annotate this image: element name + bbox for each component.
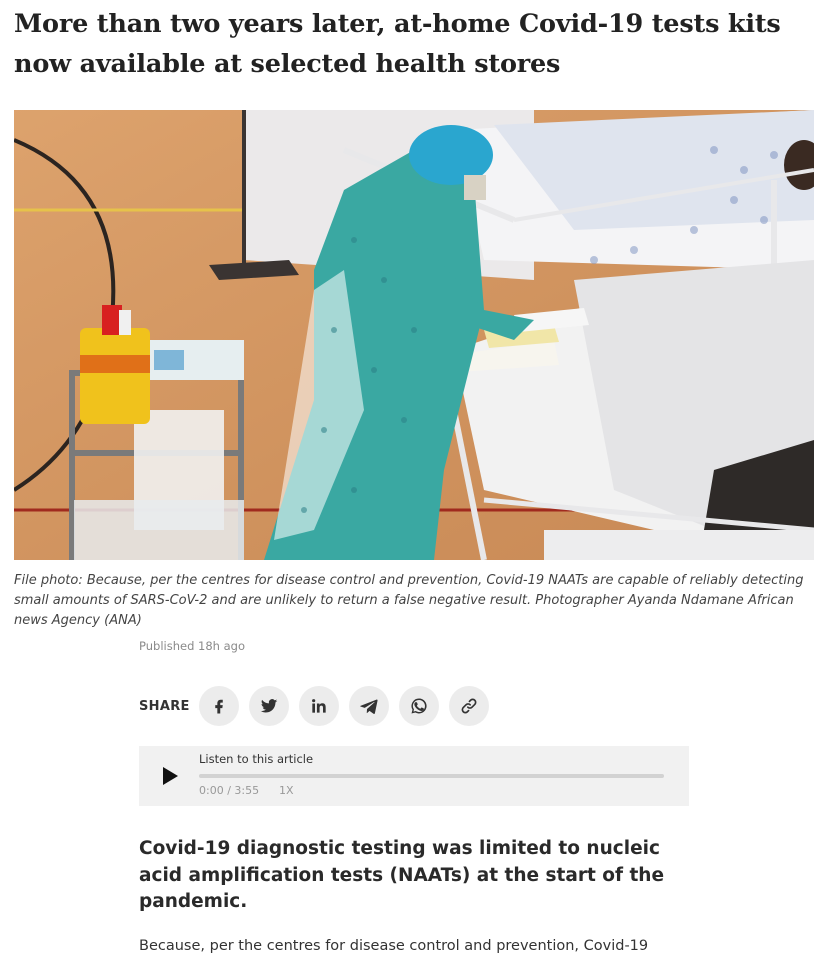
whatsapp-icon — [409, 696, 429, 716]
play-icon[interactable] — [161, 766, 179, 786]
share-whatsapp-button[interactable] — [399, 686, 439, 726]
copy-link-button[interactable] — [449, 686, 489, 726]
article-body-paragraph: Because, per the centres for disease control and prevention, Covid-19 — [139, 938, 649, 954]
published-time: Published 18h ago — [139, 639, 245, 653]
share-twitter-button[interactable] — [249, 686, 289, 726]
player-title: Listen to this article — [199, 752, 314, 766]
telegram-icon — [359, 696, 379, 716]
audio-progress-track[interactable] — [199, 774, 664, 778]
article-lede: Covid-19 diagnostic testing was limited to nucleic acid amplification tests (NAATs) at the start of the pandemic. — [139, 838, 665, 912]
share-facebook-button[interactable] — [199, 686, 239, 726]
twitter-icon — [259, 696, 279, 716]
playback-speed-button[interactable]: 1X — [279, 784, 294, 797]
share-bar — [139, 685, 499, 727]
audio-player — [139, 746, 689, 806]
link-icon — [459, 696, 479, 716]
share-label: SHARE — [139, 698, 190, 714]
share-telegram-button[interactable] — [349, 686, 389, 726]
article-headline: More than two years later, at-home Covid-19 tests kits now available at selected health stores — [14, 9, 781, 79]
linkedin-icon — [309, 696, 329, 716]
photo-caption: File photo: Because, per the centres for disease control and prevention, Covid-19 NAATs are capable of reliably detecting small amounts of SARS-CoV-2 and are unlikely to return a false negative result. Photographer Ayanda Ndamane African news Agency (ANA) — [14, 573, 804, 628]
hospital-ward-illustration — [14, 110, 814, 560]
article-photo — [14, 110, 814, 560]
facebook-icon — [209, 696, 229, 716]
audio-time: 0:00 / 3:55 — [199, 784, 260, 797]
share-linkedin-button[interactable] — [299, 686, 339, 726]
